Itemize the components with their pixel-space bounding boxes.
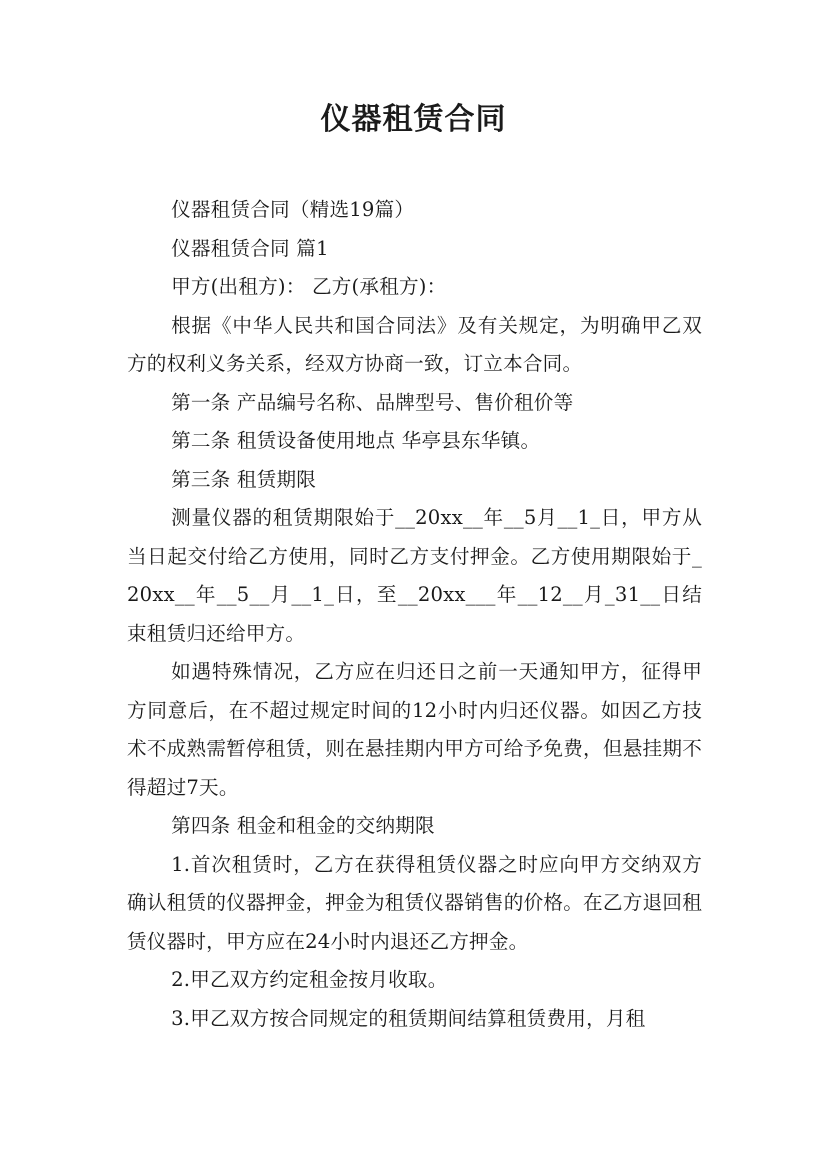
document-title: 仪器租赁合同 (320, 102, 507, 137)
paragraph-lease-term: 测量仪器的租赁期限始于__20xx__年__5月__1_日，甲方从当日起交付给乙方使用，同时乙方支付押金。乙方使用期限始于_20xx__年__5__月__1_日，至__20xx___年__12__月_31__日结束租赁归还给甲方。 (127, 506, 702, 645)
paragraph-settlement: 3.甲乙双方按合同规定的租赁期间结算租赁费用，月租 (171, 1006, 646, 1030)
paragraph-special-cases: 如遇特殊情况，乙方应在归还日之前一天通知甲方，征得甲方同意后，在不超过规定时间的12小时内归还仪器。如因乙方技术不成熟需暂停租赁，则在悬挂期内甲方可给予免费，但悬挂期不得超过7天。 (127, 660, 702, 799)
paragraph-article-1: 第一条 产品编号名称、品牌型号、售价租价等 (171, 390, 574, 414)
paragraph-article-4-heading: 第四条 租金和租金的交纳期限 (171, 814, 435, 837)
paragraph-article-3-heading: 第三条 租赁期限 (171, 467, 317, 491)
paragraph-parties: 甲方(出租方)： 乙方(承租方)： (171, 275, 447, 298)
paragraph-deposit: 1.首次租赁时，乙方在获得租赁仪器之时应向甲方交纳双方确认租赁的仪器押金，押金为租赁仪器销售的价格。在乙方退回租赁仪器时，甲方应在24小时内退还乙方押金。 (127, 852, 702, 953)
paragraph-monthly-rent: 2.甲乙双方约定租金按月收取。 (171, 968, 448, 991)
paragraph-preamble: 根据《中华人民共和国合同法》及有关规定，为明确甲乙双方的权利义务关系，经双方协商一致，订立本合同。 (127, 313, 702, 375)
document-body (127, 191, 702, 1038)
paragraph-section-heading: 仪器租赁合同 篇1 (171, 236, 329, 260)
paragraph-subtitle: 仪器租赁合同（精选19篇） (171, 198, 415, 221)
paragraph-article-2: 第二条 租赁设备使用地点 华亭县东华镇。 (171, 429, 541, 452)
